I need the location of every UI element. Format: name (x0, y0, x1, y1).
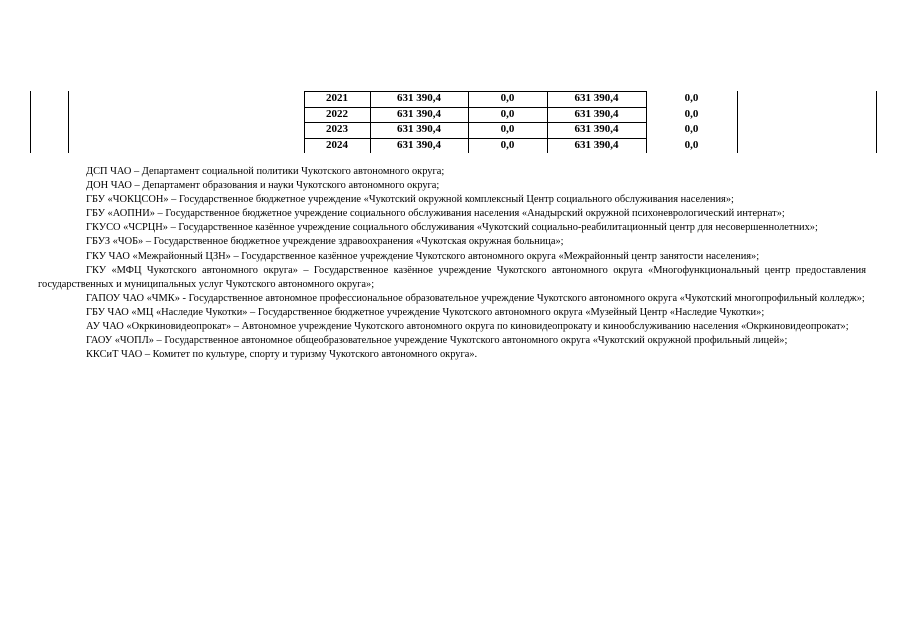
table-row (30, 138, 877, 154)
value-cell: 0,0 (500, 123, 515, 135)
value-cell: 0,0 (500, 107, 515, 120)
abbreviation-item: ГКУСО «ЧСРЦН» – Государственное казённое учреждение социального обслуживания «Чукотский социально-реабилитационный центр для несовершеннолетних»; (86, 222, 818, 234)
table-row (30, 122, 877, 138)
value-cell: 0,0 (684, 107, 699, 120)
abbreviation-item: ККСиТ ЧАО – Комитет по культуре, спорту и туризму Чукотского автономного округа». (86, 349, 478, 361)
value-cell: 0,0 (500, 138, 515, 151)
table-row (30, 107, 877, 123)
value-cell: 631 390,4 (574, 138, 619, 151)
abbreviation-list (38, 165, 866, 362)
total-cell: 631 390,4 (397, 107, 441, 120)
abbreviation-item: ДСП ЧАО – Департамент социальной политики Чукотского автономного округа; (86, 166, 445, 177)
table-row (30, 91, 877, 107)
year-cell: 2023 (326, 123, 348, 135)
funding-table (30, 91, 877, 153)
abbreviation-item: ГБУЗ «ЧОБ» – Государственное бюджетное учреждение здравоохранения «Чукотская окружная больница»; (86, 236, 564, 248)
value-cell: 0,0 (684, 138, 699, 151)
value-cell: 631 390,4 (574, 92, 619, 104)
abbreviation-item: ГБУ ЧАО «МЦ «Наследие Чукотки» – Государственное бюджетное учреждение Чукотского автономного округа «Музейный Центр «Наследие Чукотки»; (86, 306, 765, 318)
year-cell: 2022 (326, 107, 348, 120)
abbreviation-item: ГКУ ЧАО «Межрайонный ЦЗН» – Государственное казённое учреждение Чукотского автономного округа «Межрайонный центр занятости населения»; (86, 250, 760, 262)
total-cell: 631 390,4 (397, 138, 441, 151)
total-cell: 631 390,4 (397, 92, 441, 104)
value-cell: 0,0 (684, 92, 699, 104)
year-cell: 2021 (326, 92, 348, 104)
abbreviation-item: ГАПОУ ЧАО «ЧМК» - Государственное автономное профессиональное образовательное учреждение Чукотского автономного округа «Чукотский многопрофильный колледж»; (86, 292, 865, 304)
abbreviation-item: ГАОУ «ЧОПЛ» – Государственное автономное общеобразовательное учреждение Чукотского автономного округа «Чукотский окружной профильный лицей»; (86, 335, 788, 347)
year-cell: 2024 (326, 138, 348, 151)
abbreviation-item: АУ ЧАО «Окркиновидеопрокат» – Автономное учреждение Чукотского автономного округа по киновидеопрокату и кинообслуживанию населения «Окркиновидеопрокат»; (86, 321, 849, 333)
abbreviation-item: ГКУ «МФЦ Чукотского автономного округа» – Государственное казённое учреждение Чукотского автономного округа «Многофункциональный центр предоставления государственных и муниципальных услуг Чукотского автономного округа»; (38, 264, 866, 290)
value-cell: 631 390,4 (574, 123, 619, 135)
value-cell: 0,0 (684, 123, 699, 135)
abbreviation-item: ГБУ «АОПНИ» – Государственное бюджетное учреждение социального обслуживания населения «Анадырский окружной психоневрологический интернат»; (86, 208, 785, 220)
value-cell: 631 390,4 (574, 107, 619, 120)
abbreviation-item: ГБУ «ЧОКЦСОН» – Государственное бюджетное учреждение «Чукотский окружной комплексный Центр социального обслуживания населения»; (86, 194, 734, 206)
value-cell: 0,0 (500, 92, 515, 104)
abbreviation-item: ДОН ЧАО – Департамент образования и науки Чукотского автономного округа; (86, 180, 440, 192)
total-cell: 631 390,4 (397, 123, 441, 135)
